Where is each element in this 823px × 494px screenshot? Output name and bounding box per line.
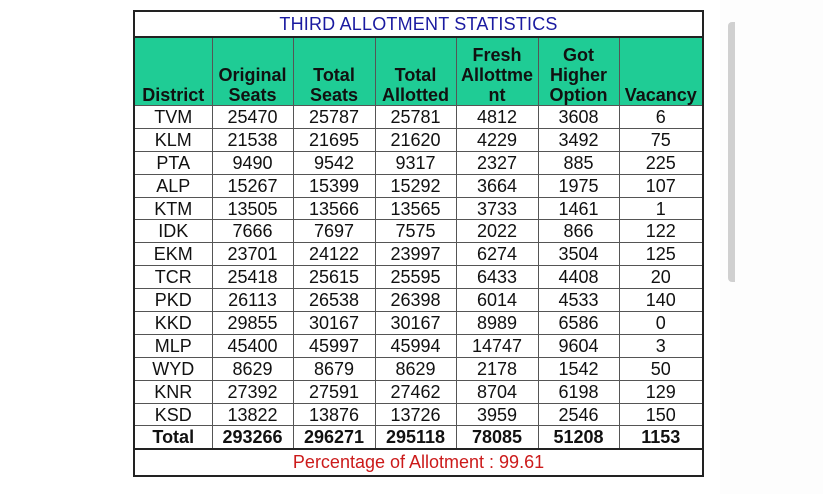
value-cell: 4229 [456,128,538,151]
value-cell: 8629 [212,357,293,380]
column-header-line: District [142,85,205,105]
scrollbar[interactable] [728,22,735,282]
value-cell: 25470 [212,106,293,129]
value-cell: 6014 [456,289,538,312]
value-cell: 1 [619,197,703,220]
value-cell: 8704 [456,380,538,403]
column-header-line: Fresh [472,45,522,65]
value-cell: 45997 [293,334,375,357]
column-header-line [213,45,293,65]
table-row [134,174,703,197]
value-cell: 13565 [375,197,456,220]
table-row [134,357,703,380]
district-cell: WYD [134,357,212,380]
column-header-line: Higher [549,65,607,85]
column-header [134,37,212,106]
value-cell: 3 [619,334,703,357]
value-cell: 26398 [375,289,456,312]
value-cell: 26538 [293,289,375,312]
district-cell: PKD [134,289,212,312]
value-cell: 24122 [293,243,375,266]
total-value: 296271 [293,426,375,450]
value-cell: 30167 [293,312,375,335]
side-panel [720,0,823,494]
column-header [619,37,703,106]
value-cell: 9317 [375,151,456,174]
column-header-line: Seats [228,85,277,105]
value-cell: 3959 [456,403,538,426]
value-cell: 27462 [375,380,456,403]
value-cell: 1461 [538,197,619,220]
value-cell: 45994 [375,334,456,357]
table-row [134,197,703,220]
value-cell: 21695 [293,128,375,151]
value-cell: 1975 [538,174,619,197]
value-cell: 50 [619,357,703,380]
header-row [134,37,703,106]
value-cell: 125 [619,243,703,266]
value-cell: 140 [619,289,703,312]
value-cell: 3664 [456,174,538,197]
table-row [134,243,703,266]
value-cell: 6198 [538,380,619,403]
value-cell: 885 [538,151,619,174]
table-row [134,380,703,403]
allotment-percentage: Percentage of Allotment : 99.61 [134,449,703,476]
column-header-line: Allotted [382,85,449,105]
column-header-line: Seats [309,85,359,105]
column-header [456,37,538,106]
table-row [134,220,703,243]
value-cell: 2546 [538,403,619,426]
value-cell: 122 [619,220,703,243]
column-header-line [620,65,703,85]
value-cell: 21538 [212,128,293,151]
value-cell: 14747 [456,334,538,357]
value-cell: 25781 [375,106,456,129]
value-cell: 25595 [375,266,456,289]
value-cell: 6586 [538,312,619,335]
value-cell: 7666 [212,220,293,243]
column-header [538,37,619,106]
value-cell: 2022 [456,220,538,243]
value-cell: 23997 [375,243,456,266]
value-cell: 6274 [456,243,538,266]
value-cell: 3492 [538,128,619,151]
table-row [134,334,703,357]
value-cell: 0 [619,312,703,335]
value-cell: 3733 [456,197,538,220]
value-cell: 8679 [293,357,375,380]
column-header-line [135,45,212,65]
allotment-statistics-table [133,10,704,477]
total-value: 295118 [375,426,456,450]
table-row [134,403,703,426]
value-cell: 4812 [456,106,538,129]
value-cell: 27392 [212,380,293,403]
column-header [212,37,293,106]
total-value: 78085 [456,426,538,450]
value-cell: 20 [619,266,703,289]
value-cell: 3504 [538,243,619,266]
value-cell: 150 [619,403,703,426]
table-row [134,312,703,335]
column-header-line [294,45,375,65]
value-cell: 225 [619,151,703,174]
value-cell: 7575 [375,220,456,243]
column-header-line: Allottme [461,65,533,85]
column-header-line [620,45,703,65]
district-cell: TCR [134,266,212,289]
value-cell: 27591 [293,380,375,403]
value-cell: 3608 [538,106,619,129]
district-cell: PTA [134,151,212,174]
value-cell: 2178 [456,357,538,380]
column-header-line: Vacancy [624,85,697,105]
value-cell: 129 [619,380,703,403]
district-cell: IDK [134,220,212,243]
value-cell: 25787 [293,106,375,129]
value-cell: 107 [619,174,703,197]
column-header-line [135,65,212,85]
column-header-line [376,45,456,65]
table-row [134,128,703,151]
district-cell: KSD [134,403,212,426]
total-value: 293266 [212,426,293,450]
district-cell: KKD [134,312,212,335]
value-cell: 9490 [212,151,293,174]
value-cell: 26113 [212,289,293,312]
value-cell: 15267 [212,174,293,197]
value-cell: 30167 [375,312,456,335]
district-cell: ALP [134,174,212,197]
value-cell: 8629 [375,357,456,380]
value-cell: 45400 [212,334,293,357]
value-cell: 15399 [293,174,375,197]
column-header-line: nt [488,85,506,105]
value-cell: 25418 [212,266,293,289]
column-header-line: Original [218,65,287,85]
value-cell: 7697 [293,220,375,243]
table-row [134,289,703,312]
column-header-line: Got [563,45,594,65]
total-value: 51208 [538,426,619,450]
value-cell: 1542 [538,357,619,380]
value-cell: 23701 [212,243,293,266]
value-cell: 13566 [293,197,375,220]
district-cell: KTM [134,197,212,220]
column-header-line: Total [313,65,355,85]
district-cell: MLP [134,334,212,357]
table-body [134,106,703,450]
column-header [375,37,456,106]
table-row [134,266,703,289]
table-title: THIRD ALLOTMENT STATISTICS [134,11,703,37]
value-cell: 8989 [456,312,538,335]
column-header [293,37,375,106]
district-cell: KLM [134,128,212,151]
value-cell: 6 [619,106,703,129]
table-row [134,151,703,174]
value-cell: 13876 [293,403,375,426]
value-cell: 15292 [375,174,456,197]
value-cell: 9604 [538,334,619,357]
total-label: Total [134,426,212,450]
district-cell: KNR [134,380,212,403]
value-cell: 75 [619,128,703,151]
value-cell: 2327 [456,151,538,174]
value-cell: 4408 [538,266,619,289]
column-header-line: Option [549,85,608,105]
value-cell: 866 [538,220,619,243]
value-cell: 21620 [375,128,456,151]
value-cell: 13726 [375,403,456,426]
value-cell: 29855 [212,312,293,335]
district-cell: TVM [134,106,212,129]
total-value: 1153 [619,426,703,450]
value-cell: 9542 [293,151,375,174]
value-cell: 13505 [212,197,293,220]
table-row [134,106,703,129]
value-cell: 13822 [212,403,293,426]
value-cell: 4533 [538,289,619,312]
total-row [134,426,703,450]
column-header-line: Total [394,65,437,85]
value-cell: 6433 [456,266,538,289]
value-cell: 25615 [293,266,375,289]
district-cell: EKM [134,243,212,266]
